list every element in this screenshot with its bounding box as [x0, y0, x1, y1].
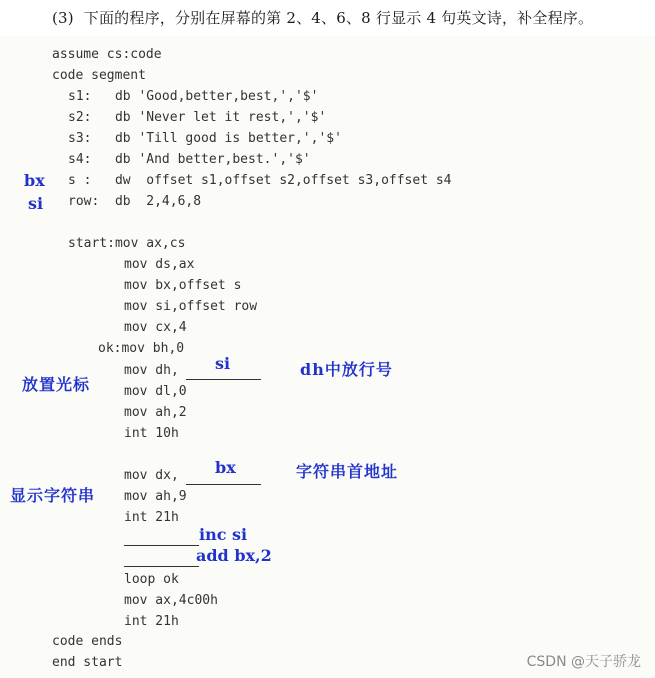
- annotation-si: si: [28, 194, 44, 213]
- answer-blank-inc: [124, 525, 199, 546]
- code-line-s4: s4: db 'And better,best.','$': [68, 152, 311, 167]
- code-line-loop: loop ok: [124, 572, 179, 587]
- code-line-mov-dh: mov dh,: [124, 363, 179, 378]
- code-line-ok: ok:mov bh,0: [98, 341, 185, 356]
- code-line-segment: code segment: [52, 68, 146, 83]
- code-line-int-21h: int 21h: [124, 510, 179, 525]
- watermark: CSDN @天子骄龙: [526, 654, 641, 670]
- code-line-mov-bx: mov bx,offset s: [124, 278, 242, 293]
- code-line-assume: assume cs:code: [52, 47, 162, 62]
- annotation-set-cursor: 放置光标: [22, 375, 91, 394]
- code-line-int-21h-exit: int 21h: [124, 614, 179, 629]
- code-line-mov-ax-exit: mov ax,4c00h: [124, 593, 218, 608]
- code-line-mov-ah-9: mov ah,9: [124, 489, 187, 504]
- code-line-mov-si: mov si,offset row: [124, 299, 258, 314]
- code-line-int-10h: int 10h: [124, 426, 179, 441]
- answer-blank-add: [124, 546, 199, 567]
- annotation-dx-note: 字符串首地址: [296, 462, 399, 481]
- answer-dh-si: si: [215, 354, 231, 373]
- code-line-s1: s1: db 'Good,better,best,','$': [68, 89, 319, 104]
- question-title: (3) 下面的程序，分别在屏幕的第 2、4、6、8 行显示 4 句英文诗，补全程序。: [52, 9, 594, 27]
- code-line-s2: s2: db 'Never let it rest,','$': [68, 110, 327, 125]
- code-line-code-ends: code ends: [52, 634, 123, 649]
- answer-inc-si: inc si: [199, 525, 248, 544]
- annotation-bx: bx: [24, 171, 45, 190]
- code-line-mov-ah-2: mov ah,2: [124, 405, 187, 420]
- annotation-dh-note: dh中放行号: [300, 360, 393, 379]
- code-line-mov-dl: mov dl,0: [124, 384, 187, 399]
- code-line-row: row: db 2,4,6,8: [68, 194, 202, 209]
- code-line-end-start: end start: [52, 655, 123, 670]
- code-line-s3: s3: db 'Till good is better,','$': [68, 131, 342, 146]
- code-line-s-table: s : dw offset s1,offset s2,offset s3,offset s4: [68, 173, 452, 188]
- code-line-start: start:mov ax,cs: [68, 236, 186, 251]
- answer-dx-bx: bx: [215, 458, 236, 477]
- code-line-mov-cx: mov cx,4: [124, 320, 187, 335]
- answer-add-bx: add bx,2: [196, 546, 272, 565]
- code-line-mov-dx: mov dx,: [124, 468, 179, 483]
- annotation-show-string: 显示字符串: [10, 486, 96, 505]
- code-line-mov-ds: mov ds,ax: [124, 257, 195, 272]
